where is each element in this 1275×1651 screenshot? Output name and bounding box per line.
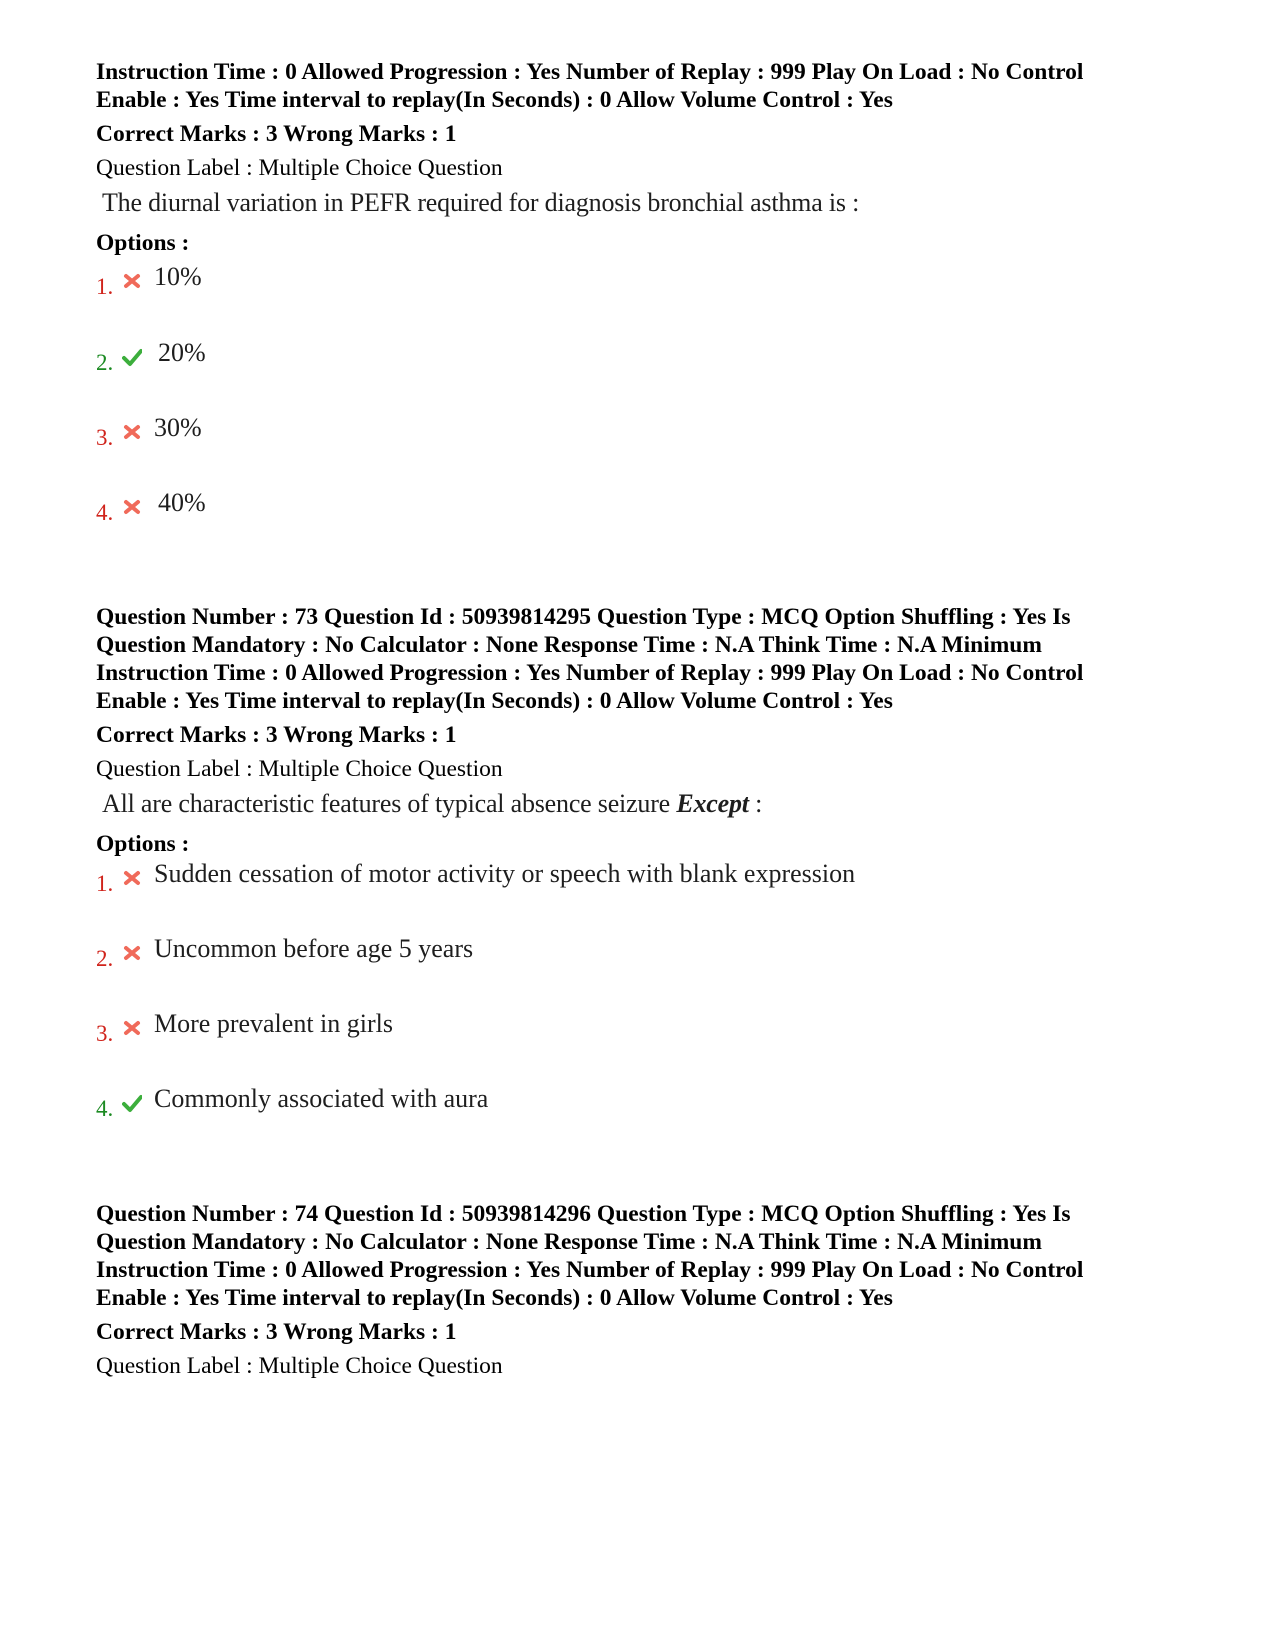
question-meta-line: Question Mandatory : No Calculator : None Response Time : N.A Think Time : N.A Minimum (96, 1229, 1042, 1255)
question-meta-line: Question Mandatory : No Calculator : None Response Time : N.A Think Time : N.A Minimum (96, 632, 1042, 658)
option-item (96, 1084, 1096, 1124)
option-text: Uncommon before age 5 years (154, 934, 474, 963)
question-text-end: : (748, 789, 763, 818)
marks-line: Correct Marks : 3 Wrong Marks : 1 (96, 1319, 457, 1345)
question-meta-line: Enable : Yes Time interval to replay(In Seconds) : 0 Allow Volume Control : Yes (96, 688, 893, 714)
cross-icon (122, 868, 142, 888)
option-text: 20% (158, 338, 206, 367)
option-item (96, 338, 1096, 378)
options-heading: Options : (96, 831, 190, 857)
option-number: 2. (96, 350, 114, 375)
option-item (96, 488, 1096, 528)
cross-icon (122, 1018, 142, 1038)
question-text (102, 788, 1186, 820)
question-meta-line: Instruction Time : 0 Allowed Progression : Yes Number of Replay : 999 Play On Load : No Control (96, 1257, 1084, 1283)
option-number: 1. (96, 274, 114, 299)
question-meta-line: Enable : Yes Time interval to replay(In Seconds) : 0 Allow Volume Control : Yes (96, 1285, 893, 1311)
question-label: Question Label : Multiple Choice Question (96, 155, 503, 181)
check-icon (122, 347, 142, 367)
question-meta-line: Instruction Time : 0 Allowed Progression : Yes Number of Replay : 999 Play On Load : No Control (96, 660, 1084, 686)
option-text: Commonly associated with aura (154, 1084, 489, 1113)
marks-line: Correct Marks : 3 Wrong Marks : 1 (96, 722, 457, 748)
option-number: 3. (96, 425, 114, 450)
option-text: 30% (154, 413, 202, 442)
question-text-main: All are characteristic features of typical absence seizure (102, 789, 677, 818)
question-meta-line: Instruction Time : 0 Allowed Progression : Yes Number of Replay : 999 Play On Load : No Control (96, 59, 1084, 85)
question-label: Question Label : Multiple Choice Question (96, 756, 503, 782)
option-item (96, 262, 1096, 302)
option-item (96, 1009, 1096, 1049)
question-text-emphasis: Except (676, 789, 749, 818)
cross-icon (122, 422, 142, 442)
question-block-72 (96, 58, 1186, 257)
question-text: The diurnal variation in PEFR required for diagnosis bronchial asthma is : (102, 188, 860, 217)
option-item (96, 934, 1096, 974)
option-item (96, 859, 1096, 899)
options-heading: Options : (96, 230, 190, 256)
cross-icon (122, 943, 142, 963)
check-icon (122, 1093, 142, 1113)
option-number: 3. (96, 1021, 114, 1046)
option-number: 2. (96, 946, 114, 971)
question-label: Question Label : Multiple Choice Question (96, 1353, 503, 1379)
cross-icon (122, 271, 142, 291)
option-text: Sudden cessation of motor activity or speech with blank expression (154, 859, 856, 888)
option-number: 1. (96, 871, 114, 896)
question-meta-line: Question Number : 74 Question Id : 50939814296 Question Type : MCQ Option Shuffling : Yes Is (96, 1201, 1071, 1227)
option-number: 4. (96, 1096, 114, 1121)
marks-line: Correct Marks : 3 Wrong Marks : 1 (96, 121, 457, 147)
question-block-73 (96, 603, 1186, 858)
cross-icon (122, 497, 142, 517)
option-number: 4. (96, 500, 114, 525)
option-text: 40% (158, 488, 206, 517)
question-block-74 (96, 1200, 1186, 1380)
option-text: 10% (154, 262, 202, 291)
question-meta-line: Question Number : 73 Question Id : 50939814295 Question Type : MCQ Option Shuffling : Yes Is (96, 604, 1071, 630)
option-text: More prevalent in girls (154, 1009, 393, 1038)
question-meta-line: Enable : Yes Time interval to replay(In Seconds) : 0 Allow Volume Control : Yes (96, 87, 893, 113)
option-item (96, 413, 1096, 453)
